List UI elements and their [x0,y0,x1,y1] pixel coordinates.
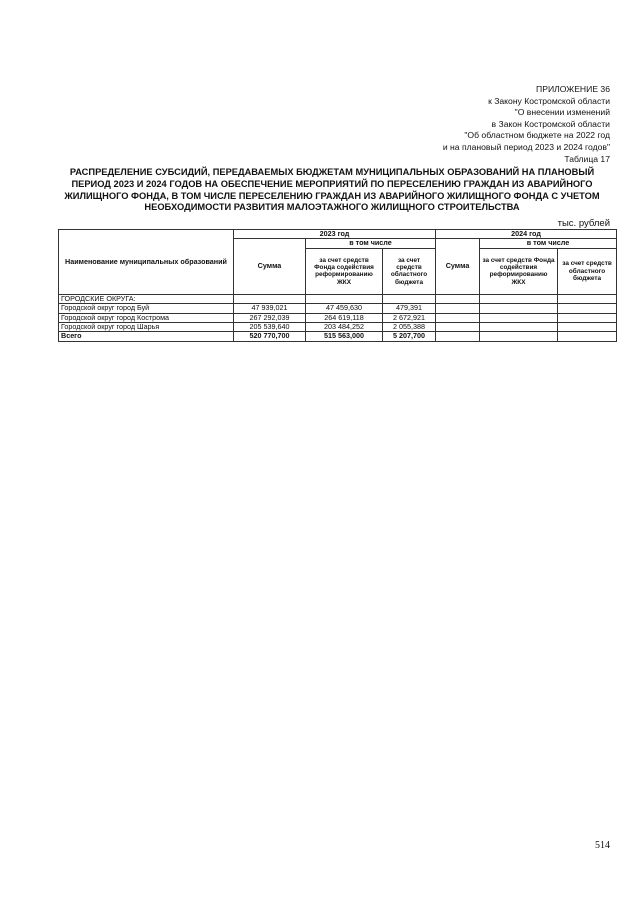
appendix-line: Таблица 17 [564,153,610,164]
row-name: Городской округ город Кострома [59,313,234,322]
cell-regional-2023: 2 672,921 [383,313,436,322]
cell-regional-2024 [558,323,617,332]
row-name: Городской округ город Шарья [59,323,234,332]
cell-fund-2024 [480,304,558,313]
total-row [59,332,617,341]
header-year-2023: 2023 год [234,230,436,239]
row-name: Городской округ город Буй [59,304,234,313]
cell-regional-2024 [558,313,617,322]
header-year-2024: 2024 год [436,230,617,239]
table-row [59,313,617,322]
appendix-line: ПРИЛОЖЕНИЕ 36 [536,84,610,94]
total-fund-2023: 515 563,000 [306,332,383,341]
cell-fund-2024 [480,313,558,322]
cell-fund-2024 [480,323,558,332]
total-regional-2023: 5 207,700 [383,332,436,341]
header-sum-2024: Сумма [436,239,480,294]
table-row [59,304,617,313]
cell-regional-2023: 479,391 [383,304,436,313]
units-label: тыс. рублей [557,218,610,229]
appendix-line: "О внесении изменений [514,107,610,118]
cell-regional-2024 [558,304,617,313]
appendix-line: "Об областном бюджете на 2022 год [464,130,610,141]
cell-regional-2023: 2 055,388 [383,323,436,332]
document-title: РАСПРЕДЕЛЕНИЕ СУБСИДИЙ, ПЕРЕДАВАЕМЫХ БЮДЖЕТАМ МУНИЦИПАЛЬНЫХ ОБРАЗОВАНИЙ НА ПЛАНОВЫЙ ПЕРИОД 2023 И 2024 ГОДОВ НА ОБЕСПЕЧЕНИЕ МЕРОПРИЯТИЙ ПО ПЕРЕСЕЛЕНИЮ ГРАЖДАН ИЗ АВАРИЙНОГО ЖИЛИЩНОГО ФОНДА, В ТОМ ЧИСЛЕ ПЕРЕСЕЛЕНИЮ ГРАЖДАН ИЗ АВАРИЙНОГО ЖИЛИЩНОГО ФОНДА С УЧЕТОМ НЕОБХОДИМОСТИ РАЗВИТИЯ МАЛОЭТАЖНОГО ЖИЛИЩНОГО СТРОИТЕЛЬСТВА [64,167,600,213]
total-sum-2023: 520 770,700 [234,332,306,341]
total-label: Всего [59,332,234,341]
table-row [59,323,617,332]
total-regional-2024 [558,332,617,341]
appendix-line: в Закон Костромской области [491,118,610,129]
total-sum-2024 [436,332,480,341]
section-label: ГОРОДСКИЕ ОКРУГА: [59,294,234,303]
header-including-2024: в том числе [480,239,617,248]
cell-sum-2024 [436,313,480,322]
cell-sum-2023: 47 939,021 [234,304,306,313]
appendix-line: к Закону Костромской области [488,95,610,106]
header-fund-2024: за счет средств Фонда содействия реформированию ЖКХ [480,248,558,294]
header-sum-2023: Сумма [234,239,306,294]
cell-fund-2023: 203 484,252 [306,323,383,332]
cell-sum-2024 [436,323,480,332]
cell-sum-2023: 267 292,039 [234,313,306,322]
section-row [59,294,617,303]
appendix-header [443,84,610,165]
cell-fund-2023: 47 459,630 [306,304,383,313]
cell-sum-2024 [436,304,480,313]
appendix-line: и на плановый период 2023 и 2024 годов" [442,141,610,152]
total-fund-2024 [480,332,558,341]
header-fund-2023: за счет средств Фонда содействия реформированию ЖКХ [306,248,383,294]
header-regional-2023: за счет средств областного бюджета [383,248,436,294]
cell-sum-2023: 205 539,640 [234,323,306,332]
header-including-2023: в том числе [306,239,436,248]
cell-fund-2023: 264 619,118 [306,313,383,322]
header-name-col: Наименование муниципальных образований [59,230,234,295]
page-number: 514 [595,840,610,851]
subsidy-table [58,229,617,342]
header-regional-2024: за счет средств областного бюджета [558,248,617,294]
